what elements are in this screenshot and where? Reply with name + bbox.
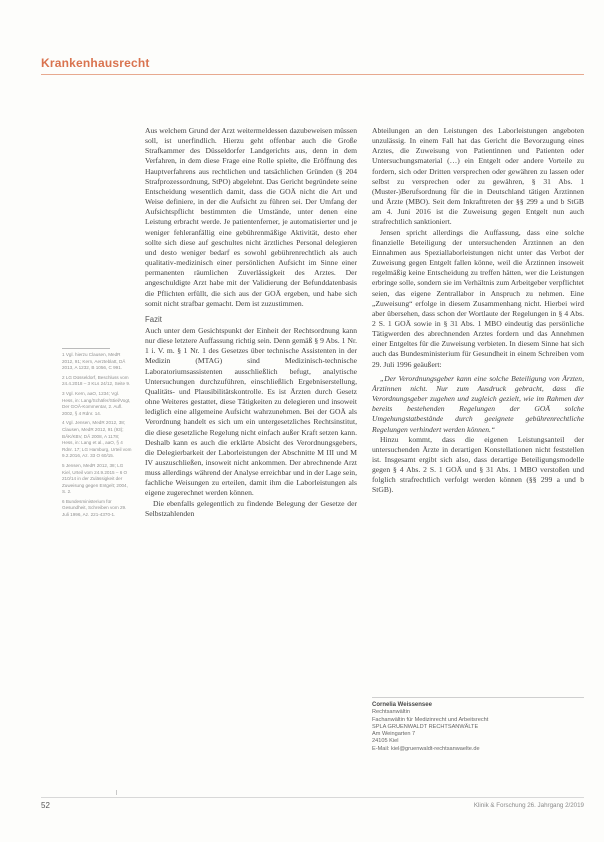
author-info [372,702,584,753]
paragraph: Auch unter dem Gesichtspunkt der Einheit der Rechtsordnung kann nur diese letztere Auffassung richtig sein. Denn gemäß § 9 Abs. 1 Nr. 1 i. V. m. § 1 Nr. 1 des Gesetzes über technische Assistenten in der Medizin (MTAG) sind Medizinisch-technische Laboratoriumsassistenten ausschließlich befugt, analytische Untersuchungen durchzuführen, einschließlich Ergebniserstellung, Qualitäts- und Plausibilitätskontrolle. Es ist Ärzten durch Gesetz ohne Weiteres gestattet, diese Tätigkeiten zu delegieren und insoweit lediglich eine allgemeine Aufsicht wahrzunehmen. Bei der GOÄ als Verordnung handelt es sich um ein untergesetzliches Rechtsinstitut, die diese gesetzliche Regelung nicht einfach außer Kraft setzen kann. Deshalb kann es auch die erklärte Absicht des Verordnungsgebers, die Delegierbarkeit der Laborleistungen der Abschnitte M III und M IV auszuschließen, insoweit nicht ankommen. Der abrechnende Arzt muss allerdings während der Analyse erreichbar und in der Lage sein, fachliche Weisungen zu erteilen, damit ihm die Laborleistungen als eigene zugerechnet werden können. [145,325,357,498]
journal-reference: Klinik & Forschung 26. Jahrgang 2/2019 [473,802,584,809]
author-line: 24105 Kiel [372,738,399,745]
page-number: 52 [41,801,50,810]
author-line: Rechtsanwältin [372,709,410,716]
footnote-divider [62,348,110,349]
paragraph: Die ebenfalls gelegentlich zu findende Belegung der Gesetze der Selbstzahlenden [145,498,357,518]
author-divider [372,697,584,698]
footnote: 3 Vgl. Kern, aaO, 1234; Vgl. Hess, in: Lang/Schäfer/Stiel/Vogt, Der GOÄ-Kommentar, 2. Aufl. 2002, § 4 Rdnr. 14. [62,390,131,416]
footnote: 4 Vgl. Jensen, MedR 2012, 38; Clausen, MedR 2012, 91 (93); BÄK/KBV, DÄ 2008, A 1178; Hess, in: Lang et al., aaO, § 4 Rdnr. 17; LG Hamburg, Urteil vom 9.2.2016, Az. 33 O 60/15. [62,420,132,459]
paragraph: Abteilungen an den Leistungen des Laborleistungen angeboten unzulässig. In einem Fall hat das Gericht die Bevorzugung eines Arztes, die Zuweisung von Patientinnen und Patienten oder Untersuchungsmaterial (…) ein Entgelt oder andere Vorteile zu fordern, sich oder Dritten versprechen oder gewähren zu lassen oder selbst zu versprechen oder zu gewähren, § 31 Abs. 1 (Muster-)Berufsordnung für die in Deutschland tätigen Ärztinnen und Ärzte (MBO). Seit dem Inkrafttreten der §§ 299 a und b StGB am 4. Juni 2016 ist die Zuweisung gegen Entgelt nun auch strafrechtlich sanktioniert. [372,126,584,227]
block-quote: „Der Verordnungsgeber kann eine solche Beteiligung von Ärzten, Ärztinnen nicht. Nur zum Ausdruck gebracht, dass die Verordnungsgeber zugehen und zugleich gezielt, wie im Rahmen der bereits bestehenden Regelungen der GOÄ solche Umgehungstatbestände durch geeignete gebührenrechtliche Regelungen verhindert werden können.“ [372,373,584,434]
author-line: Fachanwältin für Medizinrecht und Arbeitsrecht [372,716,489,723]
footnote: 2 LG Düsseldorf, Beschluss vom 24.4.2018 – 3 KLs 24/12, Seite 9. [62,374,131,387]
author-line: SPLA GRUENWALDT RECHTSANWÄLTE [372,723,479,730]
author-line: Am Weingarten 7 [372,731,416,738]
subheading-fazit: Fazit [145,314,162,324]
paragraph: Jensen spricht allerdings die Auffassung, dass eine solche finanzielle Beteiligung der untersuchenden Ärztinnen an den Einnahmen aus Speziallaborleistungen nicht unter das Verbot der Zuweisung gegen Entgelt fallen könne, weil die Ärztinnen insoweit regelmäßig keine Entscheidung zu treffen hätten, wer die Leistungen erbringe solle, sondern sie im Verhältnis zum Arbeitgeber verpflichtet seien, das eigene Zentrallabor in Anspruch zu nehmen. Eine „Zuweisung“ erfolge in diesem Zusammenhang nicht. Hierbei wird aber übersehen, dass schon der Wortlaute der Regelungen in § 4 Abs. 2 S. 1 GOÄ sowie in § 31 Abs. 1 MBO eindeutig das persönliche Tätigwerden des abrechnenden Arztes fordern und das Annehmen einer Entgeltes für die Zuweisung verbieten. In diesem Sinne hat sich auch das Bundesministerium für Gesundheit in einem Schreiben vom 29. Juli 1996 geäußert: [372,227,584,369]
footnotes [62,352,132,522]
header-divider [41,74,584,75]
author-email: E-Mail: kiel@gruenwaldt-rechtsanwaelte.de [372,745,480,752]
footnote: 6 Bundesministerium für Gesundheit, Schreiben vom 29. Juli 1996, Az. 221-4370-1. [62,498,127,518]
section-title: Krankenhausrecht [41,56,150,70]
author-name: Cornelia Weissensee [372,702,432,708]
footer-divider [41,797,584,798]
text-column-left [145,126,357,519]
crop-mark [116,790,117,795]
text-column-right [372,126,584,496]
footnote: 1 Vgl. hierzu Clausen, MedR 2012, 91; Kern, Aerzteblatt, DÄ 2013, A 1232, B 1056, C 991. [62,352,126,371]
paragraph: Hinzu kommt, dass die eigenen Leistungsanteil der untersuchenden Ärzte in derartigen Konstellationen nicht feststellen ist. Insgesamt ergibt sich also, dass derartige Beteiligungsmodelle gegen § 4 Abs. 2 S. 1 GOÄ und § 31 Abs. 1 MBO verstoßen und folglich strafrechtlich verfolgt werden können (§§ 299 a und b StGB). [372,434,584,495]
paragraph: Aus welchem Grund der Arzt weitermeldessen dazubeweisen müssen soll, ist unerfindlich. Hierzu geht offenbar auch die Große Strafkammer des Düsseldorfer Landgerichts aus, denn in dem Verfahren, in dem diese Frage eine Rolle spielte, die Eröffnung des Hauptverfahrens aus rechtlichen und tatsächlichen Gründen (§ 204 Strafprozessordnung, StPO) abgelehnt. Das Gericht begründete seine Entscheidung wesentlich damit, dass die GOÄ nicht die Art und Weise definiere, in der die Aufsicht zu führen sei. Der Umfang der Aufsichtspflicht bestimmten die Umstände, unter denen eine Leistung erbracht werde. Je patientenferner, je automatisierter und je weniger fehleranfällig eine gebührenmäßige Aktivität, desto eher sollte sich diese auf geschultes nicht ärztliches Personal delegieren und desto weniger bedarf es sowohl gebührenrechtlich als auch qualitativ-medizinisch einer persönlichen Aufsicht im Sinne einer permanenten räumlichen Zuverlässigkeit des Arztes. Der angeschuldigte Arzt habe mit der Validierung der Befunddatenbasis die Pflichten erfüllt, die sich aus der GOÄ ergeben, und habe sich somit nicht strafbar gemacht. Dem ist zuzustimmen. [145,126,357,308]
footnote: 5 Jensen, MedR 2012, 38; LG Kiel, Urteil vom 24.9.2015 – 6 O 210/14 in der Zulässigkeit der Zuweisung gegen Entgelt; 2004, S. 2. [62,462,128,495]
